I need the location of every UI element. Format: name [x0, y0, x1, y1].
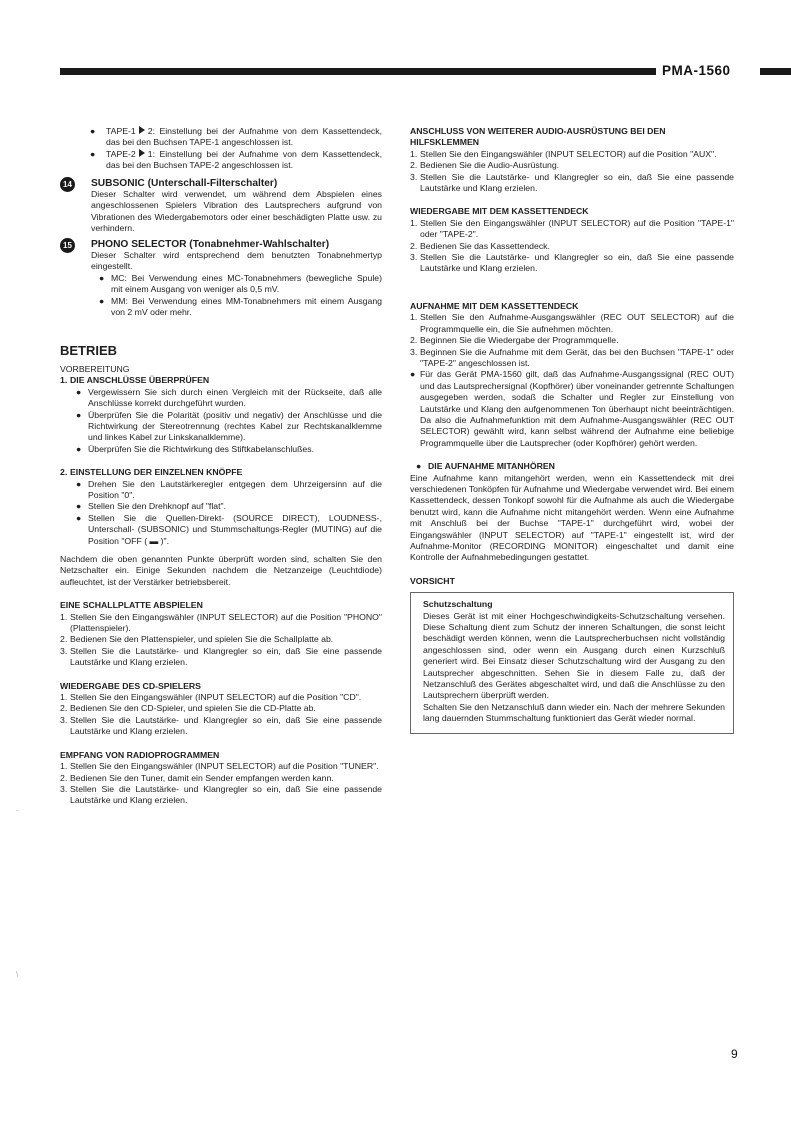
right-column: [410, 126, 734, 734]
procedure-section: [410, 301, 734, 449]
procedure-section: [60, 750, 382, 807]
number-14-icon: 14: [60, 177, 75, 192]
phono-text: Dieser Schalter wird entsprechend dem benutzten Tonabnehmertyp eingestellt.: [91, 250, 382, 272]
procedure-step: 1. Stellen Sie den Eingangswähler (INPUT SELECTOR) auf die Position "TAPE-1" oder "TAPE-2".: [410, 217, 734, 240]
margin-mark: \: [16, 970, 19, 979]
procedure-step: 2. Beginnen Sie die Wiedergabe der Programmquelle.: [410, 335, 619, 346]
procedure-step: 2. Bedienen Sie die Audio-Ausrüstung.: [410, 160, 560, 171]
header-rule: [60, 68, 656, 75]
schutzschaltung-text: Dieses Gerät ist mit einer Hochgeschwindigkeits-Schutzschaltung versehen. Diese Schaltung dient zum Schutz der inneren Schaltungen, die sonst leicht beschädigt werden können, wenn die Lautsprecherbuchsen nicht vollständig angeschlossen sind, oder wenn ein Ausgang durch einen Kurzschluß generiert wird. Bei Einsatz dieser Schutzschaltung wird der Ausgang zu den Lautsprecher abgeschnitten. Sehen Sie in diesem Falle zu, daß der Netzanschluß des Gerätes abgeschaltet wird, und daß die Anschlüsse zu den Lautsprechern überprüft werden.: [423, 610, 725, 701]
right-sections: [410, 126, 734, 449]
left-column: [60, 126, 382, 807]
procedure-step: 3. Stellen Sie die Lautstärke- und Klangregler so ein, daß Sie eine passende Lautstärke und Klang erzielen.: [60, 645, 382, 668]
step1-item: ● Überprüfen Sie die Polarität (positiv und negativ) der Anschlüsse und die Richtwirkung der Stereotrennung (rechtes Kabel zur Rechtskanalklemme und linkes Kabel zur Linkskanalklemme).: [76, 409, 382, 443]
step2-item: ● Stellen Sie den Drehknopf auf "flat".: [76, 501, 227, 512]
subsonic-title: SUBSONIC (Unterschall-Filterschalter): [91, 177, 278, 189]
subsonic-section: [60, 178, 382, 235]
procedure-step: 3. Stellen Sie die Lautstärke- und Klangregler so ein, daß Sie eine passende Lautstärke und Klang erzielen.: [410, 252, 734, 274]
phono-title: PHONO SELECTOR (Tonabnehmer-Wahlschalter): [91, 238, 330, 250]
section-title: WIEDERGABE DES CD-SPIELERS: [60, 680, 201, 691]
section-title: EMPFANG VON RADIOPROGRAMMEN: [60, 749, 220, 760]
number-15-icon: 15: [60, 238, 75, 253]
procedure-step: 2. Bedienen Sie den Tuner, damit ein Sender empfangen werden kann.: [60, 772, 334, 783]
subsonic-text: Dieser Schalter wird verwendet, um während dem Abspielen eines angeschlossenen Spielers Vibration des Lautsprechers aufgrund von Vibrationen des Wiedergabemotors oder einer beschädigten Platte usw. zu verhindern.: [91, 189, 382, 234]
phono-section: [60, 239, 382, 319]
procedure-step: 1. Stellen Sie den Aufnahme-Ausgangswähler (REC OUT SELECTOR) auf die Programmquelle ein, die Sie aufnehmen möchten.: [410, 312, 734, 334]
section-title: ANSCHLUSS VON WEITERER AUDIO-AUSRÜSTUNG BEI DEN HILFSKLEMMEN: [410, 126, 666, 148]
vorbereitung-heading: VORBEREITUNG: [60, 363, 130, 374]
procedure-step: 3. Stellen Sie die Lautstärke- und Klangregler so ein, daß Sie eine passende Lautstärke und Klang erzielen.: [60, 783, 382, 806]
monitor-text: Eine Aufnahme kann mitangehört werden, wenn ein Kassettendeck mit drei verschiedenen Tonköpfen für Aufnahme und Wiedergabe verwendet wird. Bei einem Kassettendeck, dessen Tonkopf sowohl für die Aufnahme als auch die Wiedergabe benutzt wird, kann die Aufnahme nicht mitangehört werden. Wenn eine Aufnahme mit Anschluß bei der Buchse "TAPE-1" durchgeführt wird, wobei der Eingangswähler (INPUT SELECTOR) auf "TAPE-1" eingestellt ist, wird der Aufnahme-Monitor (RECORDING MONITOR) eingeschaltet und damit eine Kontrolle der Aufnahmebedingungen gestattet.: [410, 472, 734, 563]
model-label: PMA-1560: [662, 63, 731, 78]
schutzschaltung-title: Schutzschaltung: [423, 599, 493, 610]
play-arrow-icon: [139, 126, 145, 134]
section-title: WIEDERGABE MIT DEM KASSETTENDECK: [410, 206, 589, 217]
procedure-step: 1. Stellen Sie den Eingangswähler (INPUT SELECTOR) auf die Position "CD".: [60, 692, 362, 703]
procedure-step: 1. Stellen Sie den Eingangswähler (INPUT SELECTOR) auf die Position "PHONO" (Plattenspieler).: [60, 611, 382, 634]
page-number: 9: [731, 1047, 738, 1061]
step2-heading: 2. EINSTELLUNG DER EINZELNEN KNÖPFE: [60, 467, 243, 478]
left-sections: [60, 600, 382, 807]
procedure-step: 3. Stellen Sie die Lautstärke- und Klangregler so ein, daß Sie eine passende Lautstärke und Klang erzielen.: [410, 171, 734, 194]
procedure-step: ● Für das Gerät PMA-1560 gilt, daß das Aufnahme-Ausgangssignal (REC OUT) und das Lautsprechersignal (Kopfhörer) über voneinander getrennte Schaltungen ausgegeben werden, sodaß die Schalter und Regler zur Einstellung von Lautstärke und Klang den aufgenommenen Ton überhaupt nicht beeinträchtigen. Da also die Aufnahmefunktion mit dem Aufnahme-Ausgangswähler (REC OUT SELECTOR) gewählt wird, kann selbst während der Aufnahme eine beliebige Programmquelle über die Lautsprecher (oder Kopfhörer) gehört werden.: [410, 369, 734, 448]
betrieb-heading: BETRIEB: [60, 342, 118, 358]
procedure-step: 2. Bedienen Sie den Plattenspieler, und spielen Sie die Schallplatte ab.: [60, 634, 334, 645]
play-arrow-icon: [139, 149, 145, 157]
phono-item: ● MM: Bei Verwendung eines MM-Tonabnehmers mit einem Ausgang von 2 mV oder mehr.: [99, 295, 382, 318]
procedure-step: 1. Stellen Sie den Eingangswähler (INPUT SELECTOR) auf die Position "AUX".: [410, 148, 717, 159]
procedure-step: 2. Bedienen Sie das Kassettendeck.: [410, 240, 550, 251]
procedure-section: [410, 126, 734, 194]
procedure-section: [60, 681, 382, 738]
step2-item: ● Drehen Sie den Lautstärkeregler entgegen dem Uhrzeigersinn auf die Position "0".: [76, 478, 382, 500]
header-rule-tail: [760, 68, 791, 75]
procedure-step: 2. Bedienen Sie den CD-Spieler, und spielen Sie die CD-Platte ab.: [60, 703, 316, 714]
monitor-title: DIE AUFNAHME MITANHÖREN: [428, 461, 555, 472]
procedure-step: 3. Beginnen Sie die Aufnahme mit dem Gerät, das bei den Buchsen "TAPE-1" oder "TAPE-2" angeschlossen ist.: [410, 346, 734, 368]
vorsicht-heading: VORSICHT: [410, 575, 455, 586]
procedure-section: [410, 206, 734, 274]
tape-note: ● TAPE-1 2: Einstellung bei der Aufnahme von dem Kassettendeck, das bei den Buchsen TAPE-1 angeschlossen ist.: [90, 126, 383, 148]
section-title: EINE SCHALLPLATTE ABSPIELEN: [60, 600, 203, 611]
tape-note: ● TAPE-2 1: Einstellung bei der Aufnahme von dem Kassettendeck, das bei den Buchsen TAPE-2 angeschlossen ist.: [90, 148, 383, 171]
schutzschaltung-box: [410, 592, 734, 733]
procedure-step: 3. Stellen Sie die Lautstärke- und Klangregler so ein, daß Sie eine passende Lautstärke und Klang erzielen.: [60, 714, 382, 737]
procedure-section: [60, 600, 382, 668]
phono-item: ● MC: Bei Verwendung eines MC-Tonabnehmers (bewegliche Spule) mit einem Ausgang von weniger als 0,5 mV.: [99, 272, 382, 295]
betrieb-closing: Nachdem die oben genannten Punkte überprüft worden sind, schalten Sie den Netzschalter ein. Einige Sekunden nachdem die Netzanzeige (Leuchtdiode) aufleuchtet, ist der Verstärker betriebsbereit.: [60, 554, 382, 587]
procedure-step: 1. Stellen Sie den Eingangswähler (INPUT SELECTOR) auf die Position "TUNER".: [60, 761, 379, 772]
step1-item: ● Überprüfen Sie die Richtwirkung des Stiftkabelanschlußes.: [76, 443, 314, 454]
schutzschaltung-text-2: Schalten Sie den Netzanschluß dann wieder ein. Nach der mehrere Sekunden lang dauernden Stummschaltung funktioniert das Gerät wieder normal.: [423, 701, 725, 724]
section-title: AUFNAHME MIT DEM KASSETTENDECK: [410, 300, 579, 311]
monitor-section: ● DIE AUFNAHME MITANHÖREN: [410, 461, 734, 472]
margin-mark: -: [16, 806, 19, 815]
step1-heading: 1. DIE ANSCHLÜSSE ÜBERPRÜFEN: [60, 375, 210, 386]
step2-item: ● Stellen Sie die Quellen-Direkt- (SOURCE DIRECT), LOUDNESS-, Unterschall- (SUBSONIC) und Stummschaltungs-Regler (MUTING) auf die Position "OFF ( ▬ )".: [76, 512, 382, 546]
step1-item: ● Vergewissern Sie sich durch einen Vergleich mit der Rückseite, daß alle Anschlüsse korrekt durchgeführt wurden.: [76, 386, 382, 409]
